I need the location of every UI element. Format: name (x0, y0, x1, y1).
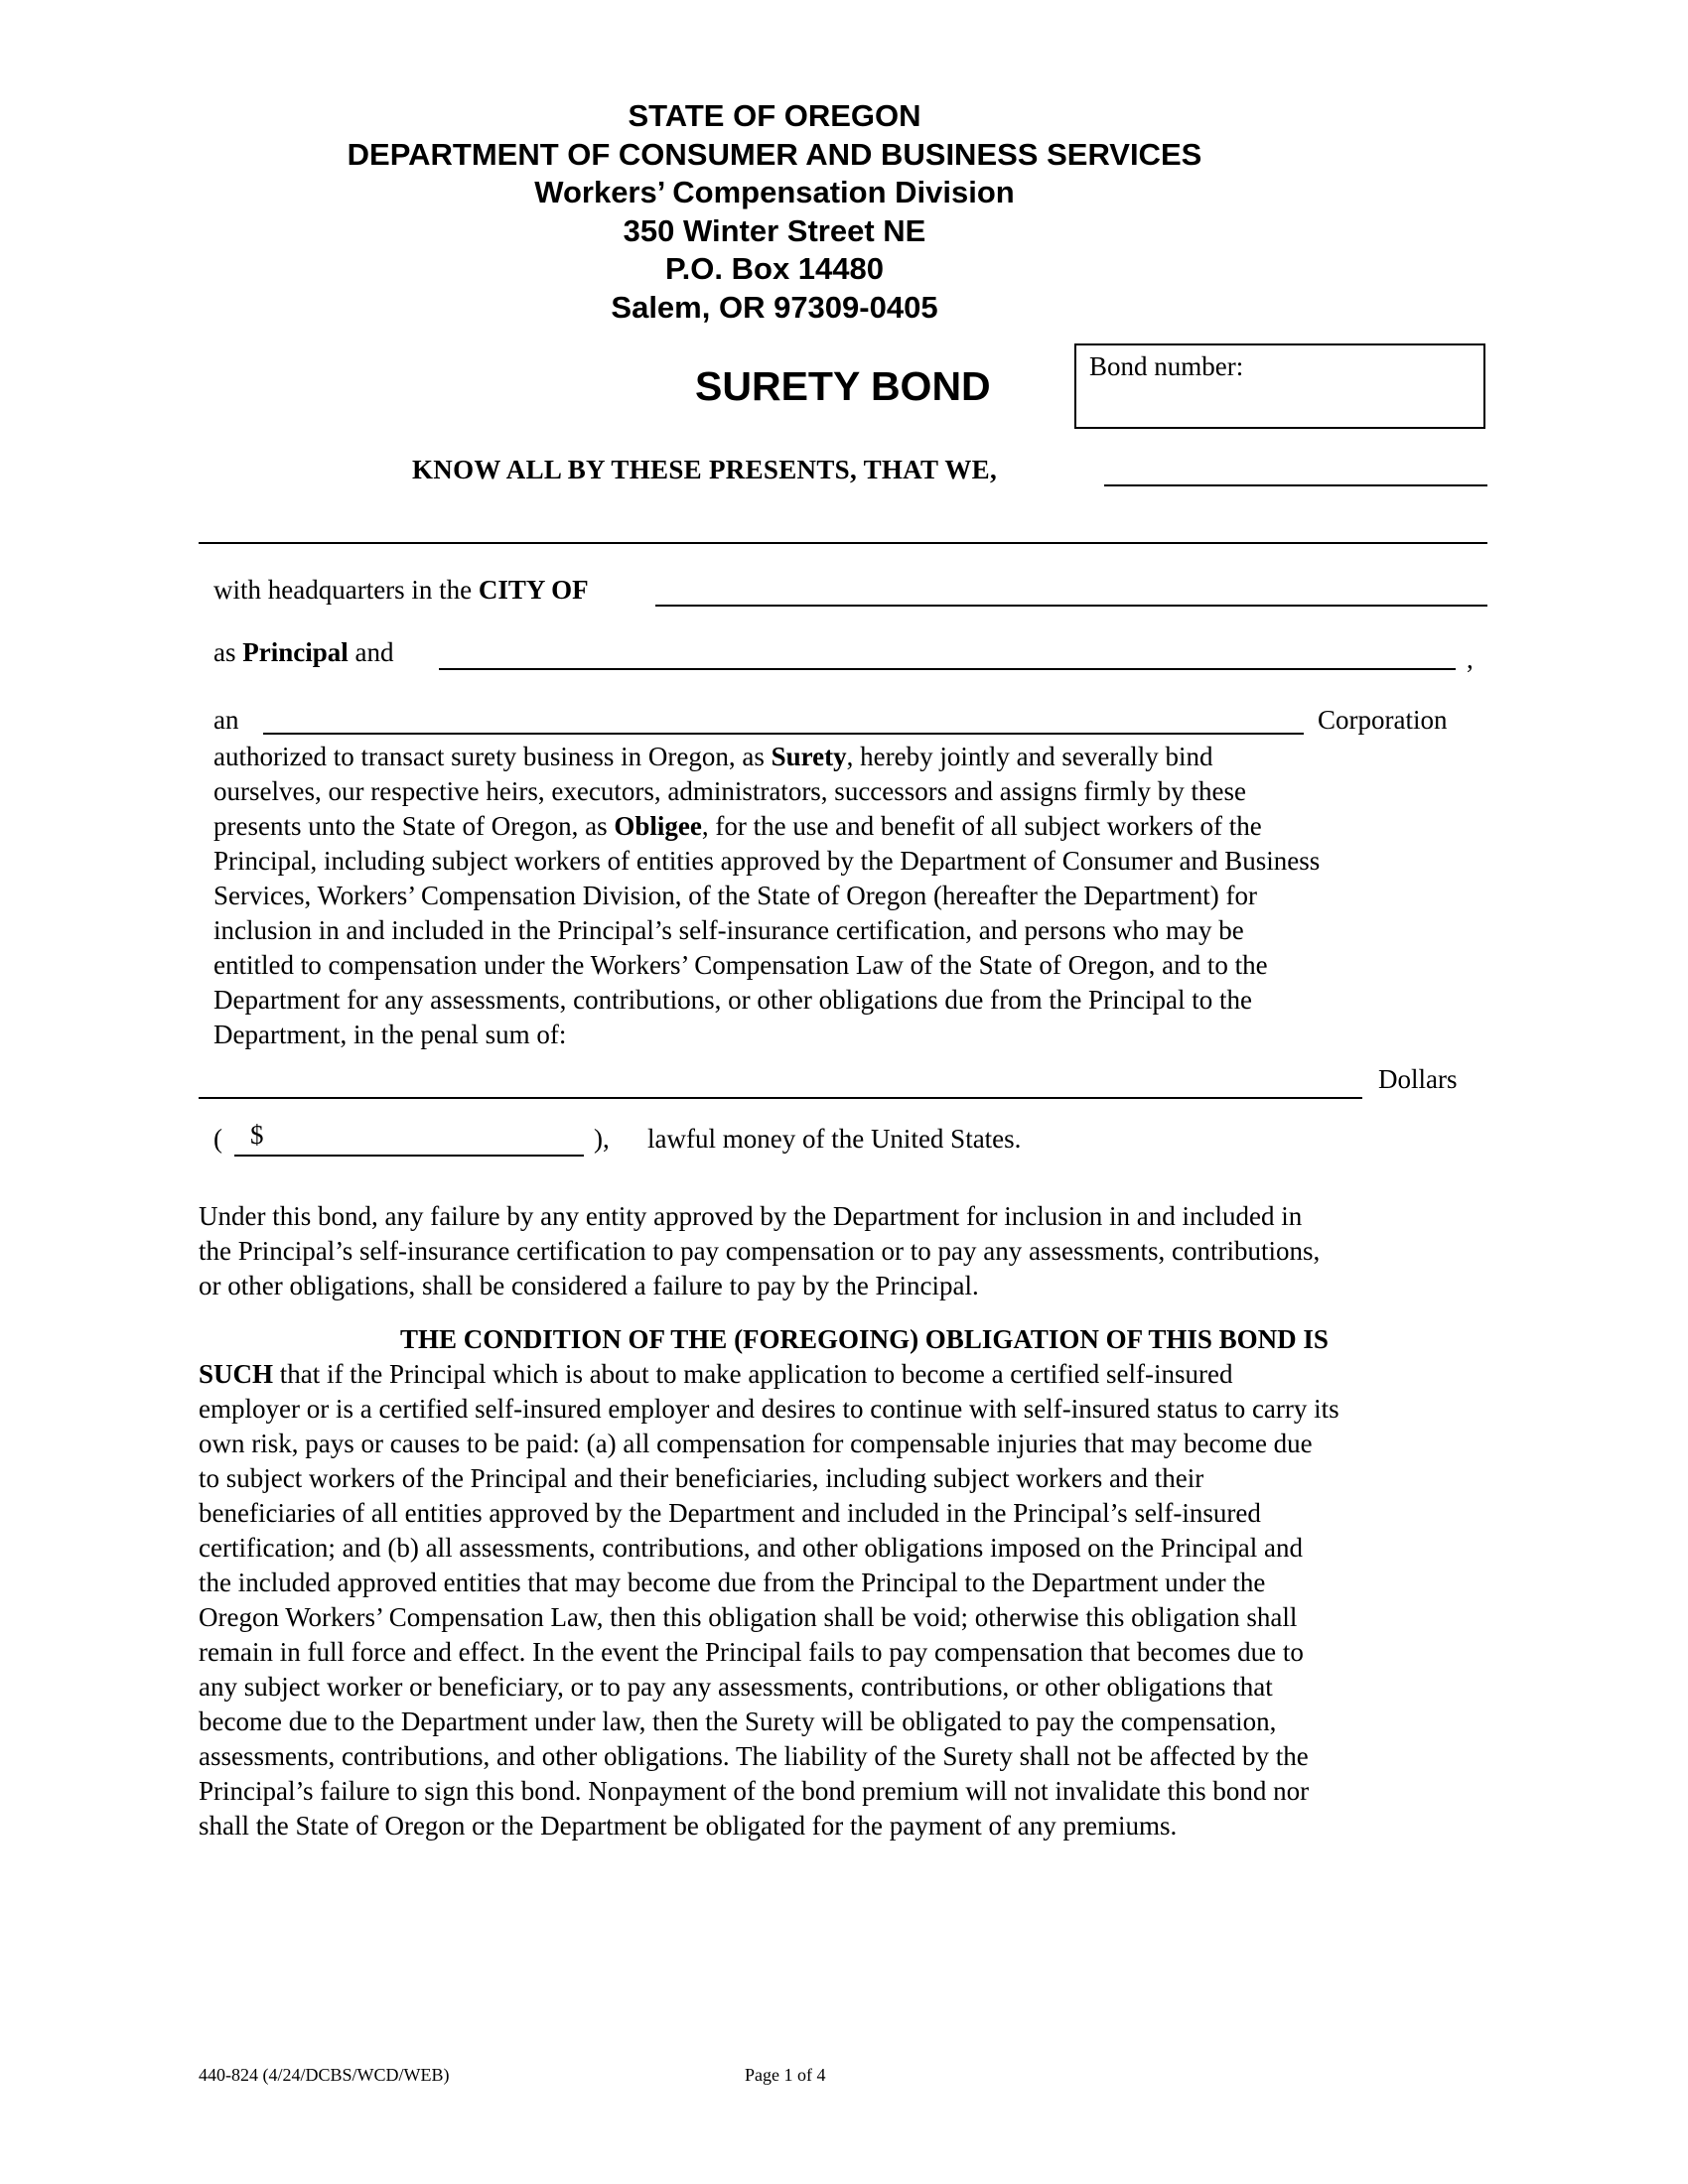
failure-paragraph (199, 1199, 1320, 1303)
header-state: STATE OF OREGON (628, 98, 921, 133)
principal-name-continuation-field[interactable] (199, 542, 1487, 544)
paragraph-line: Principal’s failure to sign this bond. Nonpayment of the bond premium will not invalidate this bond nor (199, 1776, 1310, 1806)
form-id: 440-824 (4/24/DCBS/WCD/WEB) (199, 2065, 450, 2085)
paragraph-line: ourselves, our respective heirs, executors, administrators, successors and assigns firmly by these (213, 776, 1246, 806)
paragraph-line: Under this bond, any failure by any entity approved by the Department for inclusion in and included in (199, 1201, 1303, 1231)
paragraph-line: any subject worker or beneficiary, or to pay any assessments, contributions, or other obligations that (199, 1672, 1273, 1702)
hq-label: with headquarters in the CITY OF (213, 575, 589, 605)
know-all-heading: KNOW ALL BY THESE PRESENTS, THAT WE, (412, 455, 998, 484)
paragraph-line: entitled to compensation under the Workers’ Compensation Law of the State of Oregon, and to the (213, 950, 1268, 980)
page-number: Page 1 of 4 (745, 2065, 826, 2085)
penal-sum-amount-field[interactable] (234, 1120, 584, 1157)
surety-comma: , (1467, 644, 1474, 674)
header-street: 350 Winter Street NE (623, 213, 926, 248)
condition-paragraph (199, 1357, 1339, 1843)
dollars-label: Dollars (1378, 1064, 1458, 1094)
paragraph-line: beneficiaries of all entities approved by the Department and included in the Principal’s self-insured (199, 1498, 1261, 1528)
paragraph-line: shall the State of Oregon or the Department be obligated for the payment of any premiums. (199, 1811, 1178, 1841)
paragraph-line: authorized to transact surety business in Oregon, as Surety, hereby jointly and severally bind (213, 742, 1213, 771)
paragraph-line: presents unto the State of Oregon, as Obligee, for the use and benefit of all subject workers of the (213, 811, 1262, 841)
paragraph-line: Department, in the penal sum of: (213, 1020, 567, 1049)
paragraph-line: or other obligations, shall be considered a failure to pay by the Principal. (199, 1271, 979, 1300)
header-department: DEPARTMENT OF CONSUMER AND BUSINESS SERVICES (347, 137, 1202, 172)
paragraph-line: become due to the Department under law, then the Surety will be obligated to pay the compensation, (199, 1706, 1277, 1736)
penal-sum-words-field[interactable] (199, 1097, 1362, 1099)
paragraph-line: own risk, pays or causes to be paid: (a) all compensation for compensable injuries that may become due (199, 1429, 1313, 1458)
obligation-paragraph (213, 740, 1320, 1052)
paragraph-line: certification; and (b) all assessments, contributions, and other obligations imposed on the Principal and (199, 1533, 1304, 1563)
paragraph-line: to subject workers of the Principal and their beneficiaries, including subject workers and their (199, 1463, 1204, 1493)
lawful-money-text: lawful money of the United States. (647, 1124, 1022, 1154)
paragraph-line: remain in full force and effect. In the event the Principal fails to pay compensation that becomes due to (199, 1637, 1304, 1667)
paragraph-line: the included approved entities that may become due from the Principal to the Department under the (199, 1568, 1266, 1597)
paragraph-line: Services, Workers’ Compensation Division, of the State of Oregon (hereafter the Department) for (213, 881, 1257, 910)
paragraph-line: assessments, contributions, and other obligations. The liability of the Surety shall not be affected by the (199, 1741, 1309, 1771)
corporation-label: Corporation (1318, 705, 1448, 735)
paragraph-line: the Principal’s self-insurance certification to pay compensation or to pay any assessments, contributions, (199, 1236, 1321, 1266)
condition-heading: THE CONDITION OF THE (FOREGOING) OBLIGATION OF THIS BOND IS (400, 1324, 1329, 1354)
header-city-zip: Salem, OR 97309-0405 (611, 290, 938, 325)
paragraph-line: inclusion in and included in the Principal’s self-insurance certification, and persons who may be (213, 915, 1244, 945)
page-title: SURETY BOND (695, 363, 991, 409)
dollar-sign: $ (250, 1120, 264, 1150)
paragraph-line: Department for any assessments, contributions, or other obligations due from the Principal to the (213, 985, 1253, 1015)
an-label: an (213, 705, 239, 735)
header-division: Workers’ Compensation Division (534, 175, 1015, 209)
surety-name-field[interactable] (439, 668, 1456, 670)
paragraph-line: employer or is a certified self-insured employer and desires to continue with self-insured status to carry its (199, 1394, 1339, 1424)
open-paren: ( (213, 1124, 222, 1154)
close-paren: ), (594, 1124, 610, 1154)
paragraph-line: Principal, including subject workers of entities approved by the Department of Consumer and Business (213, 846, 1321, 876)
paragraph-line: Oregon Workers’ Compensation Law, then this obligation shall be void; otherwise this obligation shall (199, 1602, 1298, 1632)
bond-number-label: Bond number: (1089, 351, 1244, 381)
hq-city-field[interactable] (655, 605, 1487, 607)
principal-name-field[interactable] (1104, 484, 1487, 486)
bond-number-box[interactable] (1074, 343, 1485, 429)
corporation-type-field[interactable] (263, 733, 1304, 735)
principal-label: as Principal and (213, 637, 394, 667)
paragraph-line: SUCH that if the Principal which is about to make application to become a certified self-insured (199, 1359, 1233, 1389)
header-po-box: P.O. Box 14480 (664, 251, 884, 286)
